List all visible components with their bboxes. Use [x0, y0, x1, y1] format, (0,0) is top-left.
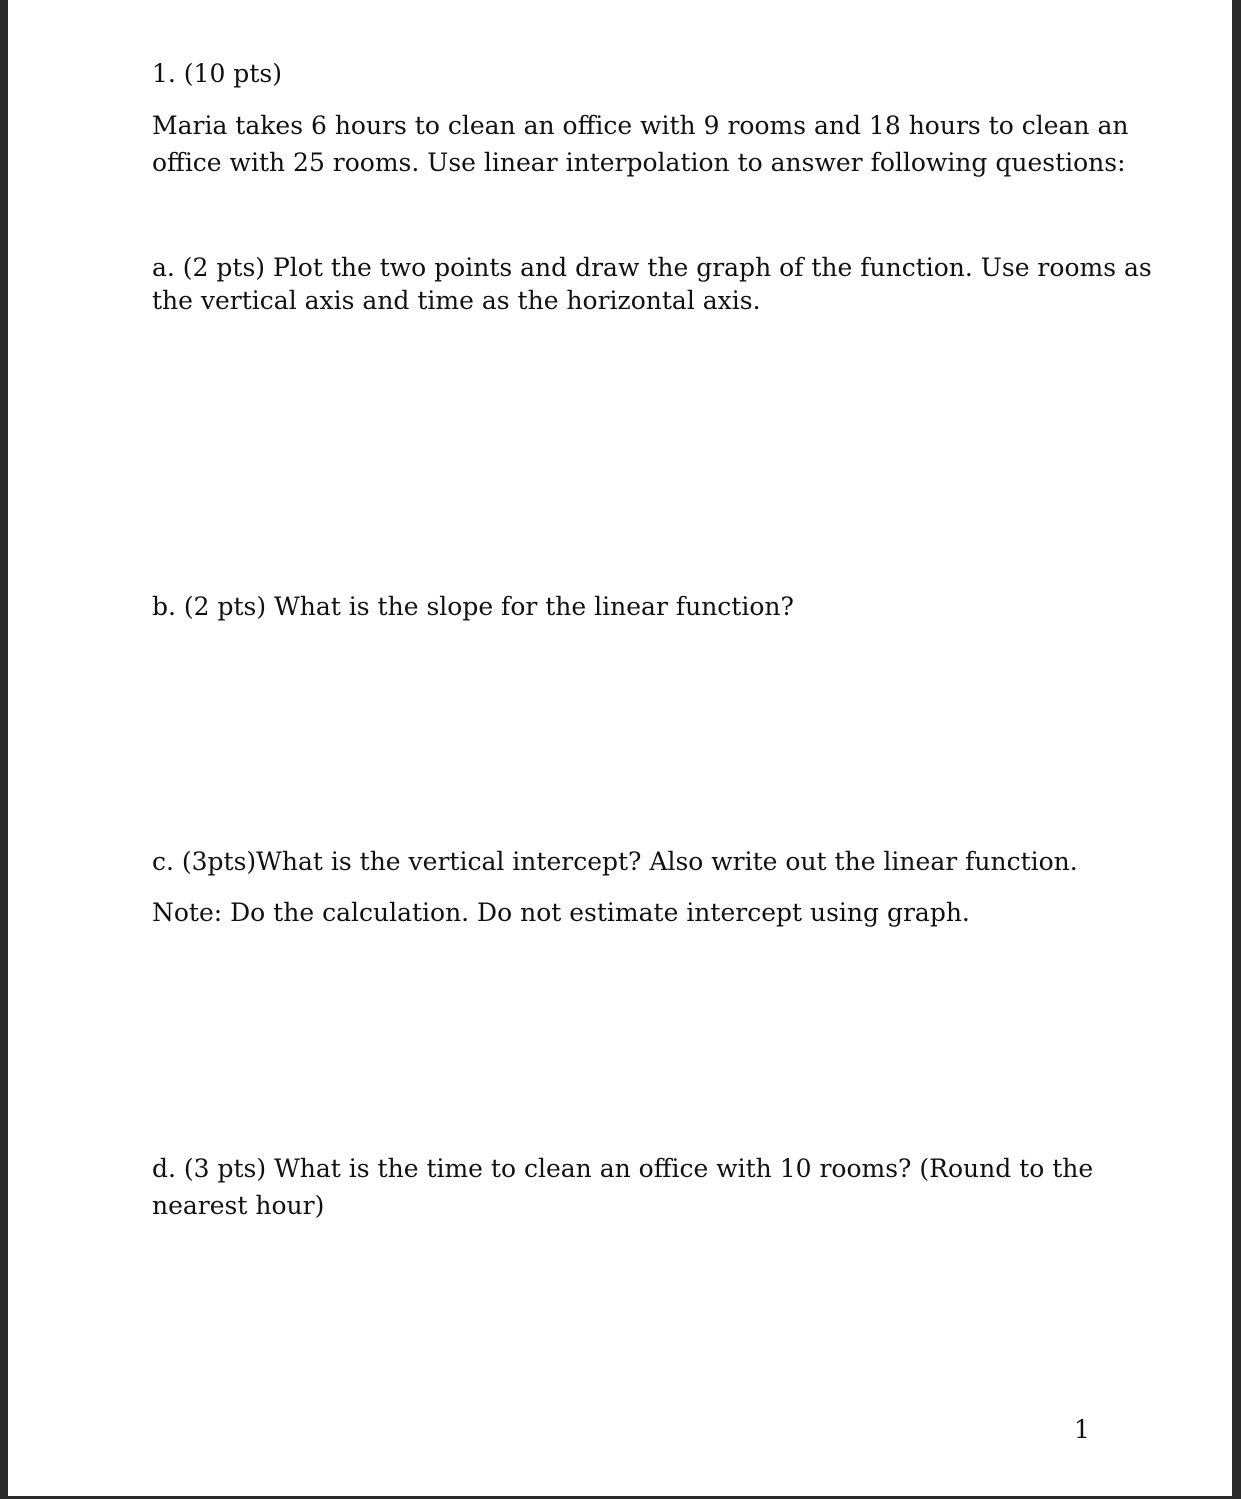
question-c: c. (3pts)What is the vertical intercept? Also write out the linear function. — [152, 847, 1078, 876]
question-b: b. (2 pts) What is the slope for the linear function? — [152, 592, 794, 621]
document-page — [8, 0, 1232, 1496]
page-number: 1 — [1074, 1415, 1090, 1444]
question-d: d. (3 pts) What is the time to clean an office with 10 rooms? (Round to the nearest hour) — [152, 1154, 1094, 1220]
problem-intro: Maria takes 6 hours to clean an office with 9 rooms and 18 hours to clean an office with 25 rooms. Use linear interpolation to answer following questions: — [152, 111, 1129, 177]
question-a: a. (2 pts) Plot the two points and draw the graph of the function. Use rooms as the vertical axis and time as the horizontal axis. — [152, 253, 1152, 315]
problem-heading: 1. (10 pts) — [152, 59, 282, 88]
question-c-note: Note: Do the calculation. Do not estimate intercept using graph. — [152, 898, 970, 927]
